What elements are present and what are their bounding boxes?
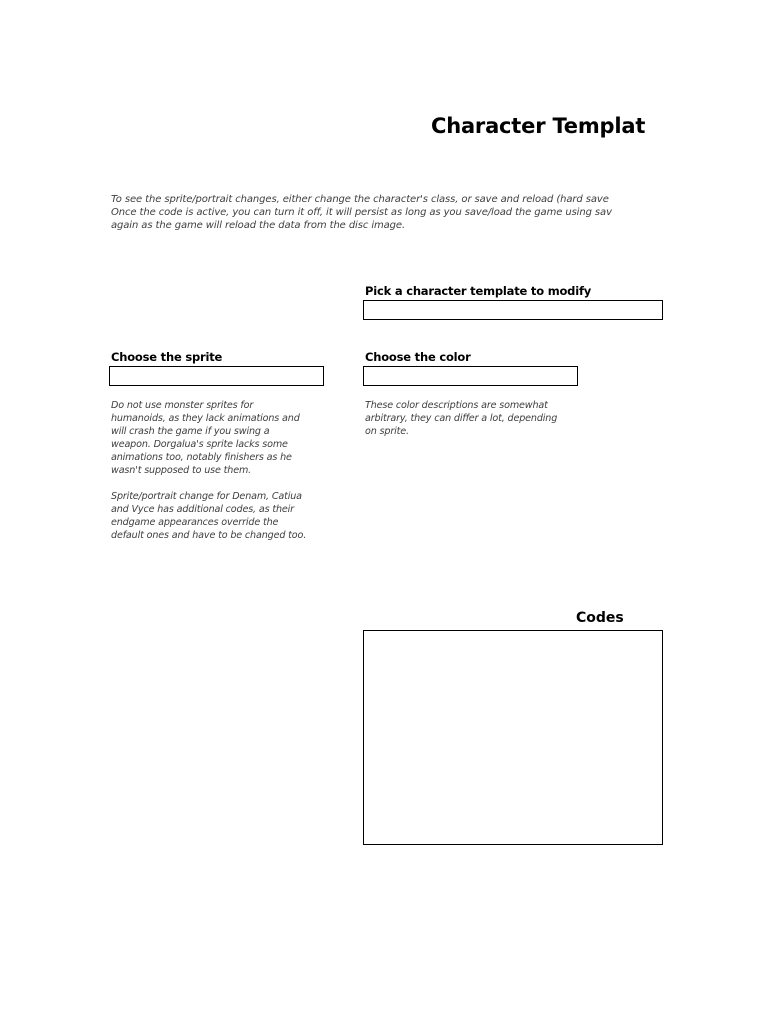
note-line: humanoids, as they lack animations and: [111, 413, 300, 424]
sprite-picker-field[interactable]: [109, 366, 324, 386]
intro-line: again as the game will reload the data from the disc image.: [111, 220, 406, 231]
note-paragraph: [111, 490, 306, 542]
note-line: arbitrary, they can differ a lot, depending: [365, 413, 558, 424]
intro-line: Once the code is active, you can turn it off, it will persist as long as you save/load the game using sav: [111, 207, 612, 218]
note-line: and Vyce has additional codes, as their: [111, 504, 294, 515]
note-line: endgame appearances override the: [111, 517, 279, 528]
note-line: on sprite.: [365, 426, 409, 437]
codes-output-box[interactable]: [363, 630, 663, 845]
note-line: weapon. Dorgalua's sprite lacks some: [111, 439, 288, 450]
color-picker-field[interactable]: [363, 366, 578, 386]
color-picker-label: Choose the color: [365, 350, 471, 364]
note-line: wasn't supposed to use them.: [111, 465, 252, 476]
color-description-note: [365, 399, 557, 438]
intro-line: To see the sprite/portrait changes, either change the character's class, or save and reload (hard save: [111, 194, 609, 205]
codes-heading: Codes: [576, 610, 624, 626]
page-title: Character Templat: [431, 114, 646, 138]
note-line: default ones and have to be changed too.: [111, 530, 307, 541]
note-line: Sprite/portrait change for Denam, Catiua: [111, 491, 302, 502]
sprite-picker-label: Choose the sprite: [111, 350, 223, 364]
template-picker-label: Pick a character template to modify: [365, 284, 592, 298]
note-paragraph: [111, 399, 306, 477]
sprite-warning-note: [111, 399, 306, 542]
note-line: These color descriptions are somewhat: [365, 400, 548, 411]
template-picker-field[interactable]: [363, 300, 663, 320]
note-line: Do not use monster sprites for: [111, 400, 254, 411]
intro-instructions: [111, 193, 731, 232]
note-line: will crash the game if you swing a: [111, 426, 270, 437]
note-line: animations too, notably finishers as he: [111, 452, 292, 463]
